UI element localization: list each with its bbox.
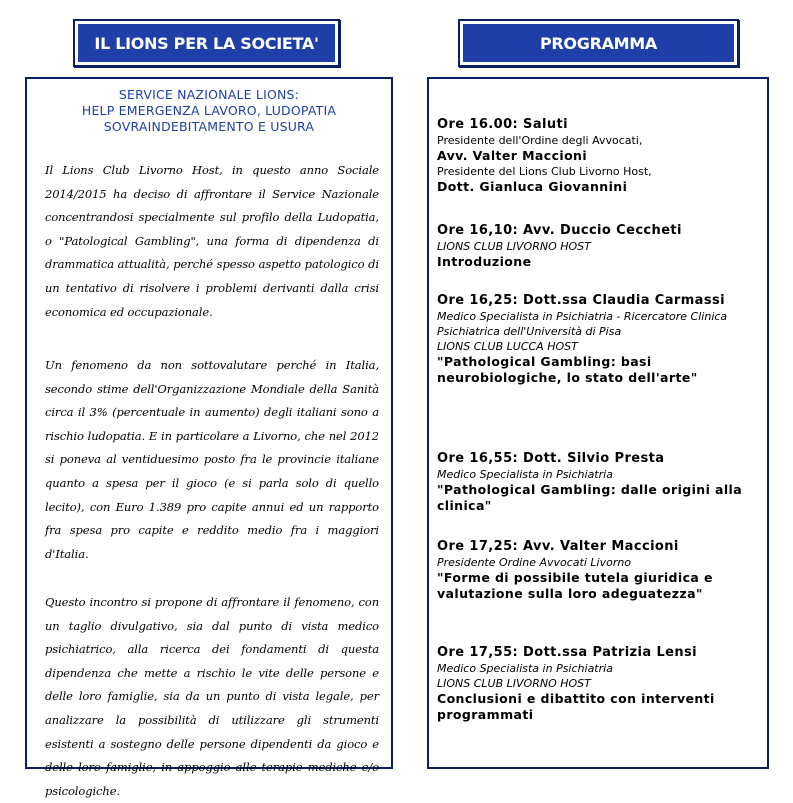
service-paragraph-purpose: Questo incontro si propone di affrontare il fenomeno, con un taglio divulgativo, sia dal punto di vista medico psichiatrico, alla ricerca dei fondamenti di questa dipendenza che mette a rischio le vite delle persone e delle loro famiglie, sia da un punto di vista legale, per analizzare la possibilità di utilizzare gli strumenti esistenti a sostegno delle persone dipendenti da gioco e delle loro famiglie, in appoggio alle terapie mediche e/o psicologiche.: [45, 595, 379, 798]
program-topic: Conclusioni e dibattito con interventi programmati: [437, 691, 715, 722]
program-time: Ore 17,25: Avv. Valter Maccioni: [437, 539, 679, 554]
service-paragraph-statistics: Un fenomeno da non sottovalutare perché in Italia, secondo stime dell'Organizzazione Mondiale della Sanità circa il 3% (percentuale in aumento) degli italiani sono a rischio ludopatia. E in particolare a Livorno, che nel 2012 si poneva al ventiduesimo posto fra le provincie italiane quanto a spesa per il gioco (e si parla solo di quello lecito), con Euro 1.389 pro capite annui ed un rapporto fra spesa pro capite e reddito medio fra i maggiori d'Italia.: [45, 358, 379, 561]
program-role: Presidente dell'Ordine degli Avvocati,: [437, 134, 643, 147]
program-role: Presidente del Lions Club Livorno Host,: [437, 165, 652, 178]
program-speaker: Avv. Valter Maccioni: [437, 148, 588, 163]
left-header-banner: [73, 19, 340, 67]
program-topic: "Forme di possibile tutela giuridica e valutazione sulla loro adeguatezza": [437, 570, 713, 601]
program-time: Ore 16,10: Avv. Duccio Ceccheti: [437, 223, 682, 238]
program-topic: "Pathological Gambling: dalle origini alla clinica": [437, 482, 743, 513]
service-title-line: HELP EMERGENZA LAVORO, LUDOPATIA: [81, 103, 337, 118]
program-time: Ore 16.00: Saluti: [437, 117, 568, 132]
program-club: LIONS CLUB LIVORNO HOST: [437, 240, 591, 253]
left-header-title: IL LIONS PER LA SOCIETA': [94, 33, 319, 53]
service-paragraph-intro: Il Lions Club Livorno Host, in questo anno Sociale 2014/2015 ha deciso di affrontare il Service Nazionale concentrandosi specialmente sul profilo della Ludopatia, o "Patological Gambling", una forma di dipendenza di drammatica attualità, perché spesso aspetto patologico di un tentativo di risolvere i problemi derivanti dalla crisi economica ed occupazionale.: [45, 163, 379, 319]
program-role: Presidente Ordine Avvocati Livorno: [437, 556, 632, 569]
program-item: [437, 223, 765, 270]
service-title: [27, 87, 391, 135]
program-time: Ore 16,55: Dott. Silvio Presta: [437, 451, 665, 466]
program-club: LIONS CLUB LIVORNO HOST: [437, 677, 591, 690]
program-item: [437, 117, 765, 195]
program-item: [437, 451, 765, 514]
right-header-title: PROGRAMMA: [539, 33, 657, 53]
program-topic: Introduzione: [437, 254, 532, 269]
program-time: Ore 16,25: Dott.ssa Claudia Carmassi: [437, 293, 725, 308]
program-role: Medico Specialista in Psichiatria: [437, 468, 613, 481]
program-topic: "Pathological Gambling: basi neurobiologiche, lo stato dell'arte": [437, 354, 698, 385]
program-time: Ore 17,55: Dott.ssa Patrizia Lensi: [437, 645, 698, 660]
program-role: Medico Specialista in Psichiatria: [437, 662, 613, 675]
service-panel: [25, 77, 393, 798]
service-title-line: SOVRAINDEBITAMENTO E USURA: [103, 119, 315, 134]
service-title-line: SERVICE NAZIONALE LIONS:: [118, 87, 300, 102]
right-header-banner: [458, 19, 739, 67]
program-speaker: Dott. Gianluca Giovannini: [437, 179, 628, 194]
program-club: LIONS CLUB LUCCA HOST: [437, 340, 578, 353]
program-item: [437, 293, 765, 386]
program-role: Medico Specialista in Psichiatria - Ricercatore Clinica Psichiatrica dell'Università di Pisa: [437, 310, 728, 338]
program-item: [437, 645, 765, 723]
program-panel: [427, 77, 769, 769]
program-item: [437, 539, 765, 602]
